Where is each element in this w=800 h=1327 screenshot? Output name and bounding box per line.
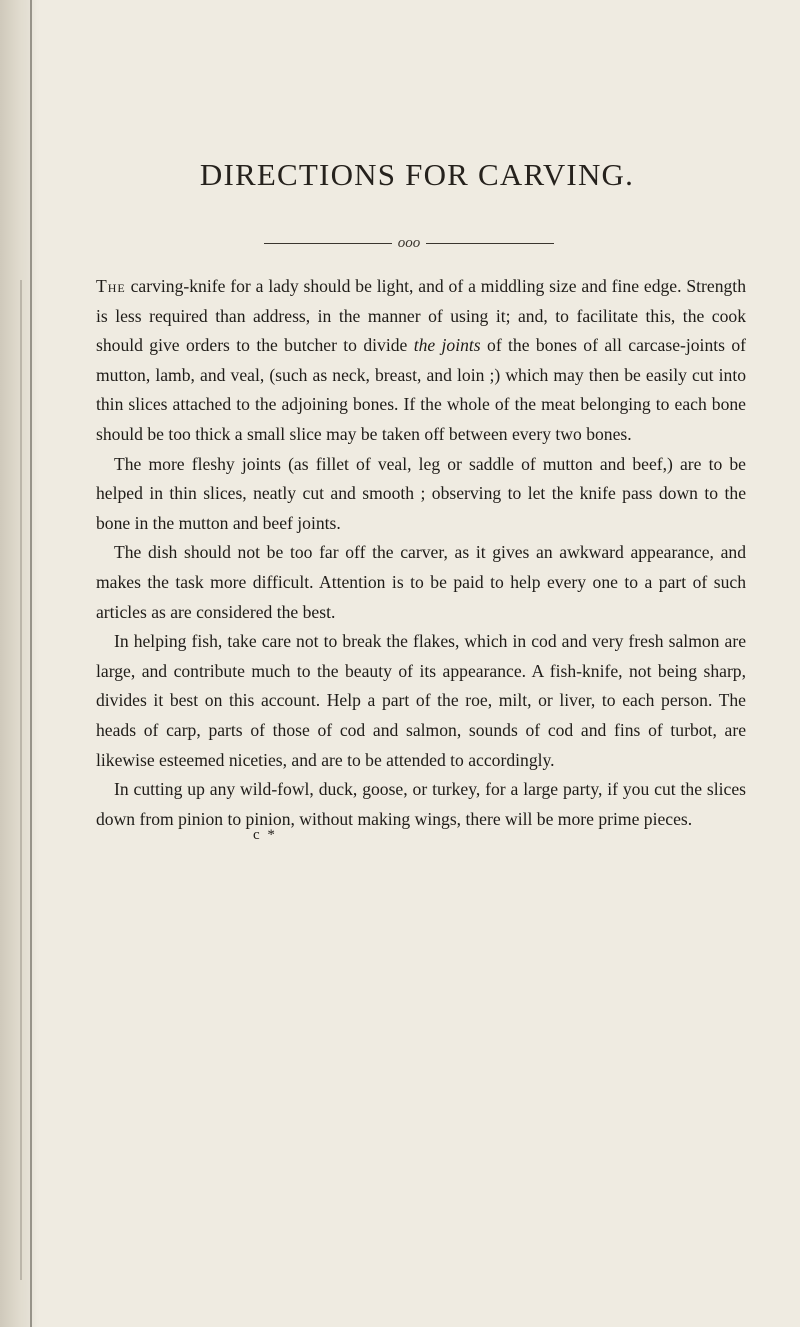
ornament-mark: ooo xyxy=(397,234,421,251)
paragraph-1 xyxy=(96,272,746,450)
ornament-rule-right xyxy=(426,243,554,244)
paragraph-4: In helping fish, take care not to break the flakes, which in cod and very fresh salmon are large, and contribute much to the beauty of its appearance. A fish-knife, not being sharp, divides it best on this account. Help a part of the roe, milt, or liver, to each person. The heads of carp, parts of those of cod and salmon, sounds of cod and fins of turbot, are likewise esteemed niceties, and are to be attended to accordingly. xyxy=(96,631,746,770)
body-text xyxy=(96,272,746,834)
title-ornament xyxy=(264,231,554,255)
paragraph-1-text: carving-knife for a lady should be light, and of a middling size and fine edge. Strength is less required than address, in the manner of using it; and, to facilitate this, the cook should give orders to the butcher to divide xyxy=(96,276,746,356)
paragraph-3: The dish should not be too far off the carver, as it gives an awkward appearance, and makes the task more difficult. Attention is to be paid to help every one to a part of such articles as are considered the best. xyxy=(96,542,746,622)
binding-edge xyxy=(30,0,32,1327)
paragraph-lead-word: The xyxy=(96,276,126,296)
paragraph-1-rest: of the bones of all carcase-joints of mutton, lamb, and veal, (such as neck, breast, and loin ;) which may then be easily cut into thin slices attached to the adjoining bones. If the whole of the meat belonging to each bone should be too thick a small slice may be taken off between every two bones. xyxy=(96,335,746,444)
ornament-rule-left xyxy=(264,243,392,244)
paragraph-2: The more fleshy joints (as fillet of veal, leg or saddle of mutton and beef,) are to be helped in thin slices, neatly cut and smooth ; observing to let the knife pass down to the bone in the mutton and beef joints. xyxy=(96,453,746,533)
page-title: DIRECTIONS FOR CARVING. xyxy=(199,157,635,192)
paragraph-1-italic: the joints xyxy=(413,335,481,356)
binding-shadow xyxy=(20,280,22,1280)
paragraph-5: In cutting up any wild-fowl, duck, goose, or turkey, for a large party, if you cut the slices down from pinion to pinion, without making wings, there will be more prime pieces. xyxy=(96,779,746,829)
signature-mark: c * xyxy=(253,827,277,843)
